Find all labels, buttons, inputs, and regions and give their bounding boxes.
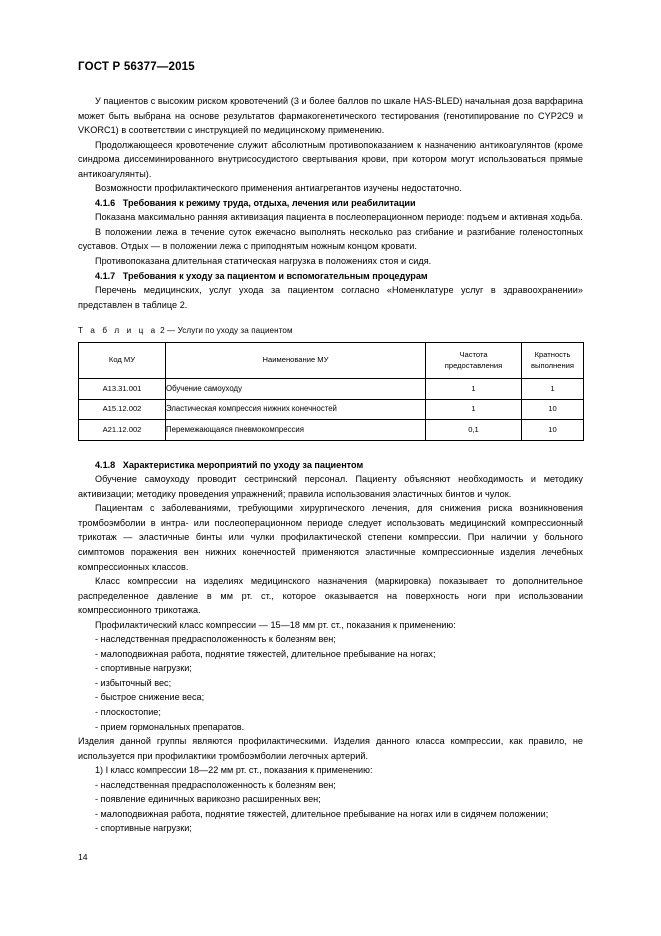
paragraph-7: Перечень медицинских, услуг ухода за пациентом согласно «Номенклатуре услуг в здравоохранении» представлен в таблице 2. xyxy=(78,285,583,310)
list-item: - наследственная предрасположенность к болезням вен; xyxy=(95,634,336,645)
paragraph-1: У пациентов с высоким риском кровотечений (3 и более баллов по шкале HAS-BLED) начальная доза варфарина может быть выбрана на основе результатов фармакогенетического тестирования (генотипирование по CYP2C9 и VKORC1) в соответствии с инструкцией по медицинскому применению. xyxy=(78,96,583,136)
paragraph-3: Возможности профилактического применения антиагрегантов изучены недостаточно. xyxy=(95,183,462,194)
services-table xyxy=(78,342,584,441)
table-caption xyxy=(78,324,583,337)
page-number: 14 xyxy=(78,852,88,862)
table-header-frequency xyxy=(426,343,522,379)
page-body xyxy=(78,94,583,836)
table-header-multiplicity-line2: выполнения xyxy=(530,360,575,370)
table-caption-number: 2 xyxy=(160,326,165,336)
list-item: - быстрое снижение веса; xyxy=(95,692,205,703)
table-header-code xyxy=(79,343,166,379)
paragraph-2: Продолжающееся кровотечение служит абсолютным противопоказанием к назначению антикоагулянтов (кроме синдрома диссеминированного внутрисосудистого свертывания крови, при котором могут использоваться прямые антикоагулянты). xyxy=(78,139,583,179)
paragraph-12: Изделия данной группы являются профилактическими. Изделия данного класса компрессии, как правило, не используется при профилактики тромбоэмболии легочных артерий. xyxy=(78,736,583,761)
table-header-frequency-line1: Частота xyxy=(459,350,488,360)
heading-4-1-6 xyxy=(78,196,583,211)
table-header-multiplicity-line1: Кратность xyxy=(534,350,571,360)
paragraph-4: Показана максимально ранняя активизация пациента в послеоперационном периоде: подъем и активная ходьба. xyxy=(95,212,583,223)
table-cell-code: А21.12.002 xyxy=(79,420,166,441)
table-cell-name: Эластическая компрессия нижних конечностей xyxy=(166,399,426,420)
list-item: - малоподвижная работа, поднятие тяжестей, длительное пребывание на ногах или в сидячем положении; xyxy=(95,808,549,819)
list-item: - спортивные нагрузки; xyxy=(95,823,192,834)
table-cell-frequency: 1 xyxy=(426,399,522,420)
table-row xyxy=(79,420,584,441)
paragraph-11: Профилактический класс компрессии — 15—18 мм рт. ст., показания к применению: xyxy=(95,619,456,630)
heading-4-1-7 xyxy=(78,269,583,284)
heading-4-1-6-text: Требования к режиму труда, отдыха, лечения или реабилитации xyxy=(122,197,416,208)
list-item: - появление единичных варикозно расширенных вен; xyxy=(95,794,321,805)
table-caption-label: Т а б л и ц а xyxy=(78,326,158,336)
list-item: - наследственная предрасположенность к болезням вен; xyxy=(95,779,336,790)
list-item: - прием гормональных препаратов. xyxy=(95,721,245,732)
table-cell-frequency: 1 xyxy=(426,379,522,400)
paragraph-10: Класс компрессии на изделиях медицинского назначения (маркировка) показывает то дополнительное распределенное давление в мм рт. ст., которое оказывается на поверхность ноги при использовании компрессионного трикотажа. xyxy=(78,576,583,616)
table-cell-multiplicity: 10 xyxy=(522,420,584,441)
table-cell-code: А13.31.001 xyxy=(79,379,166,400)
heading-4-1-8 xyxy=(78,458,583,473)
heading-4-1-8-text: Характеристика мероприятий по уходу за пациентом xyxy=(122,459,364,470)
list-item: - малоподвижная работа, поднятие тяжестей, длительное пребывание на ногах; xyxy=(95,648,436,659)
table-header-code-line1: Код МУ xyxy=(108,355,136,365)
heading-4-1-7-number: 4.1.7 xyxy=(95,270,116,281)
table-row xyxy=(79,399,584,420)
heading-4-1-6-number: 4.1.6 xyxy=(95,197,116,208)
table-cell-name: Обучение самоуходу xyxy=(166,379,426,400)
list-item: - спортивные нагрузки; xyxy=(95,663,192,674)
table-header-name xyxy=(166,343,426,379)
table-cell-frequency: 0,1 xyxy=(426,420,522,441)
table-cell-multiplicity: 1 xyxy=(522,379,584,400)
table-caption-dash: — xyxy=(167,326,176,336)
paragraph-5: В положении лежа в течение суток ежечасно выполнять несколько раз сгибание и разгибание голеностопных суставов. Отдых — в положении лежа с приподнятым ножным концом кровати. xyxy=(78,226,583,252)
numbered-list-item-1: 1) I класс компрессии 18—22 мм рт. ст., показания к применению: xyxy=(95,765,373,776)
heading-4-1-8-number: 4.1.8 xyxy=(95,459,116,470)
table-cell-code: А15.12.002 xyxy=(79,399,166,420)
table-cell-multiplicity: 10 xyxy=(522,399,584,420)
paragraph-8: Обучение самоуходу проводит сестринский персонал. Пациенту объясняют необходимость и методику активизации; методику проведения упражнений; правила использования эластичных бинтов и чулок. xyxy=(78,474,583,499)
list-item: - плоскостопие; xyxy=(95,707,161,717)
table-header-multiplicity xyxy=(522,343,584,379)
table-header-row xyxy=(79,343,584,379)
table-caption-title: Услуги по уходу за пациентом xyxy=(177,326,293,336)
table-cell-name: Перемежающаяся пневмокомпрессия xyxy=(166,420,426,441)
list-item: - избыточный вес; xyxy=(95,677,172,688)
table-header-frequency-line2: предоставления xyxy=(444,360,503,370)
paragraph-6: Противопоказана длительная статическая нагрузка в положениях стоя и сидя. xyxy=(95,256,432,267)
paragraph-9: Пациентам с заболеваниями, требующими хирургического лечения, для снижения риска возникновения тромбоэмболии в интра- или послеоперационном периоде следует использовать медицинский компрессионный трикотаж — эластичные бинты или чулки профилактической степени компрессии. При наличии у больного симптомов поражения вен нижних конечностей применяются эластичные компрессионные изделия лечебных компрессионных классов. xyxy=(78,503,583,572)
table-row xyxy=(79,379,584,400)
table-header-name-line1: Наименование МУ xyxy=(262,355,329,365)
running-header: ГОСТ Р 56377—2015 xyxy=(78,61,195,73)
heading-4-1-7-text: Требования к уходу за пациентом и вспомогательным процедурам xyxy=(122,270,428,281)
